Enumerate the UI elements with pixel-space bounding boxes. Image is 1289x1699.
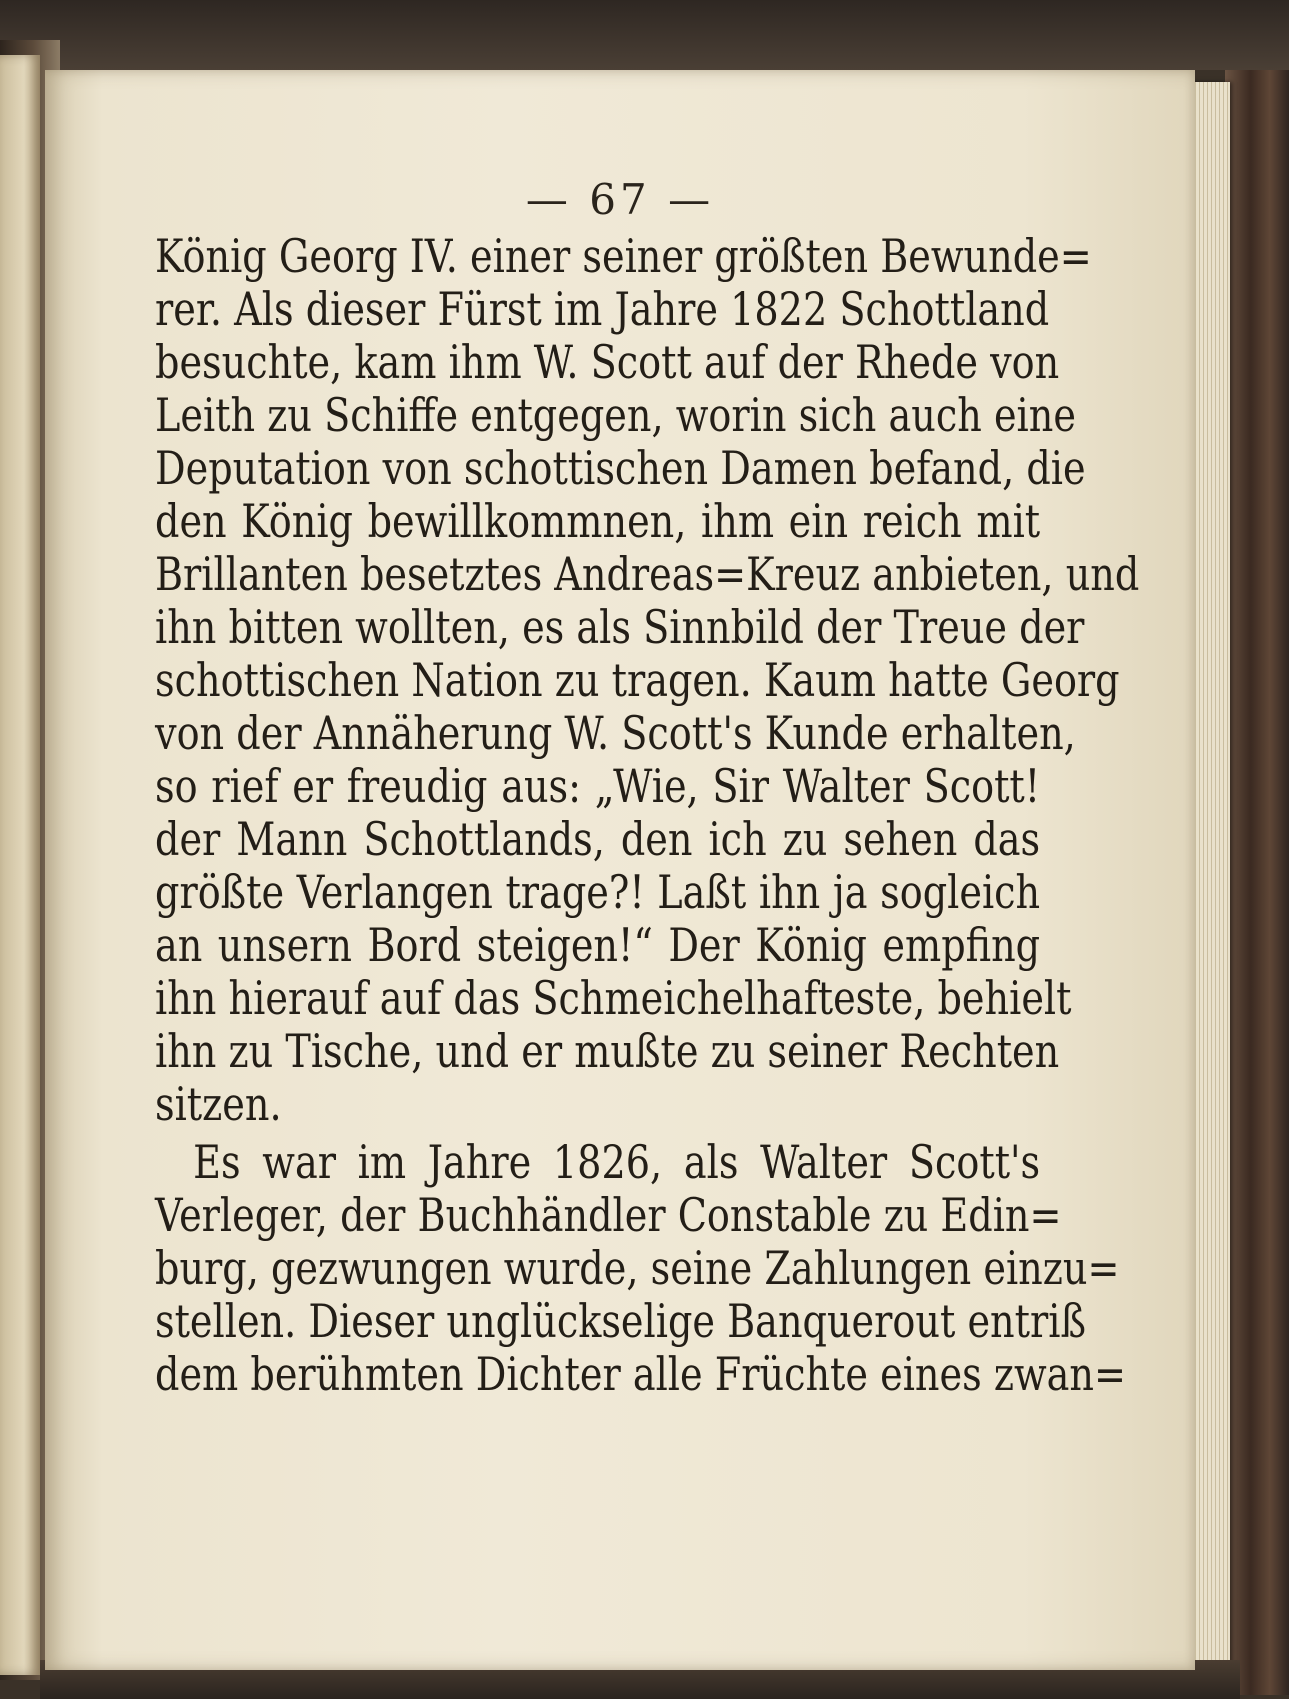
- text-line: an unsern Bord steigen!“ Der König empfing: [155, 918, 1041, 972]
- text-line: rer. Als dieser Fürst im Jahre 1822 Schottland: [155, 282, 1050, 336]
- paragraph-1: [155, 229, 1140, 1131]
- text-line: ihn hierauf auf das Schmeichelhafteste, behielt: [155, 971, 1072, 1025]
- book-page: [45, 70, 1195, 1670]
- text-line: Es war im Jahre 1826, als Walter Scott's: [193, 1135, 1041, 1189]
- paragraph-2: [155, 1135, 1126, 1401]
- text-line: so rief er freudig aus: „Wie, Sir Walter Scott!: [155, 759, 1041, 813]
- text-line: König Georg IV. einer seiner größten Bewunde=: [155, 229, 1092, 283]
- text-line: Leith zu Schiffe entgegen, worin sich auch eine: [155, 388, 1076, 442]
- book-cover-right: [1225, 70, 1289, 1695]
- text-line: größte Verlangen trage?! Laßt ihn ja sogleich: [155, 865, 1041, 919]
- text-line: Verleger, der Buchhändler Constable zu Edin=: [155, 1188, 1062, 1242]
- text-line: schottischen Nation zu tragen. Kaum hatte Georg: [155, 653, 1120, 707]
- text-line: burg, gezwungen wurde, seine Zahlungen einzu=: [155, 1241, 1120, 1295]
- book-cover-top: [0, 0, 1289, 70]
- text-line: sitzen.: [155, 1077, 282, 1131]
- text-line: den König bewillkommnen, ihm ein reich mit: [155, 494, 1041, 548]
- left-page-edge: [0, 55, 40, 1675]
- text-line: stellen. Dieser unglückselige Banquerout entriß: [155, 1294, 1086, 1348]
- text-line: von der Annäherung W. Scott's Kunde erhalten,: [155, 706, 1076, 760]
- page-number: — 67 —: [525, 175, 715, 224]
- body-text: [155, 229, 1140, 1401]
- text-line: besuchte, kam ihm W. Scott auf der Rhede von: [155, 335, 1060, 389]
- text-line: dem berühmten Dichter alle Früchte eines zwan=: [155, 1347, 1126, 1401]
- text-line: der Mann Schottlands, den ich zu sehen das: [155, 812, 1041, 866]
- text-line: Deputation von schottischen Damen befand, die: [155, 441, 1086, 495]
- text-line: Brillanten besetztes Andreas=Kreuz anbieten, und: [155, 547, 1140, 601]
- text-line: ihn zu Tische, und er mußte zu seiner Rechten: [155, 1024, 1060, 1078]
- text-line: ihn bitten wollten, es als Sinnbild der Treue der: [155, 600, 1085, 654]
